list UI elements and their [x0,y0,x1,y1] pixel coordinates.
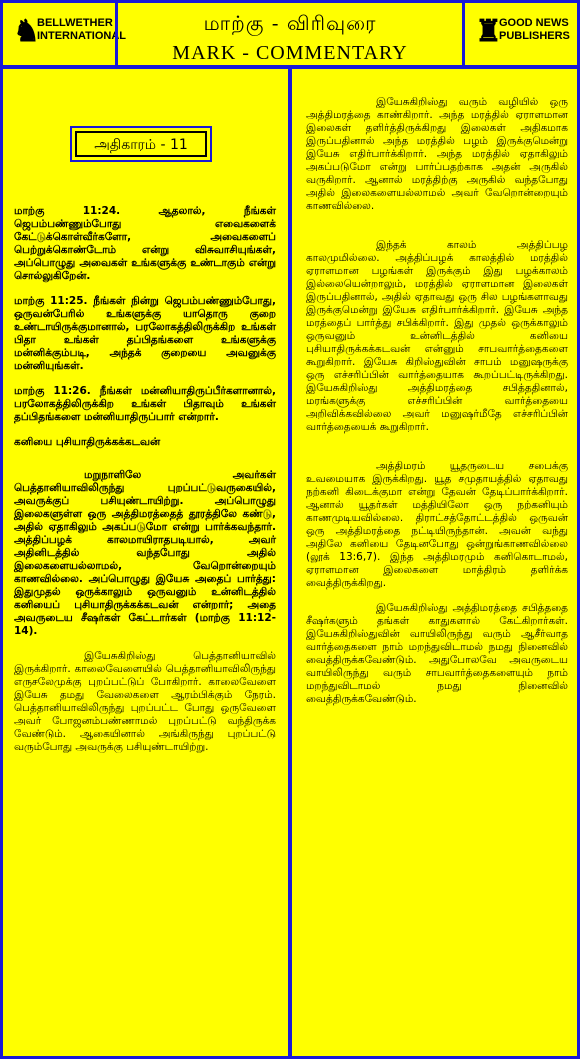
right-column [306,96,568,718]
commentary-paragraph-5: இயேசுகிறிஸ்து அத்திமரத்தை சபித்ததை சீஷர்களும் தங்கள் காதுகளால் கேட்கிறார்கள். இயேசுகிறிஸ்துவின் வாயிலிருந்து வரும் ஆசீர்வாத வார்த்தைகளை நாம் மறந்துவிடாமல் நமது நினைவில் வைத்திருக்கவேண்டும். அதுபோலவே அவருடைய வாயிலிருந்து வரும் சாபவார்த்தைகளையும் நாம் மறந்துவிடாமல் நமது நினைவில் வைத்திருக்கவேண்டும். [306,602,568,705]
bellwether-logo [13,15,127,48]
verse-11-25: மாற்கு 11:25. நீங்கள் நின்று ஜெபம்பண்ணும்போது, ஒருவன்பேரில் உங்களுக்கு யாதொரு குறை உண்டாயிருக்குமானால், பரலோகத்திலிருக்கிற உங்கள் பிதா உங்கள் தப்பிதங்களை உங்களுக்கு மன்னிக்கும்படி, அந்தக் குறையை அவனுக்கு மன்னியுங்கள். [14,295,276,372]
section-heading: கனியை புசியாதிருக்கக்கடவன் [14,436,161,448]
scripture-passage: மறுநாளிலே அவர்கள் பெத்தானியாவிலிருந்து புறப்பட்டுவருகையில், அவருக்குப் பசியுண்டாயிற்று. அப்பொழுது இலைகளுள்ள ஒரு அத்திமரத்தைத் தூரத்திலே கண்டு, அதில் ஏதாகிலும் அகப்படுமோ என்று பார்க்கவந்தார். அத்திப்பழக் காலமாயிராதபடியால், அவர் அதினிடத்தில் வந்தபோது அதில் இலைகளையல்லாமல், வேறொன்றையும் காணவில்லை. அப்பொழுது இயேசு அதைப் பார்த்து: இதுமுதல் ஒருக்காலும் ஒருவனும் உன்னிடத்தில் கனியைப் புசியாதிருக்கக்கடவன் என்றார்; அதை அவருடைய சீஷர்கள் கேட்டார்கள் (மாற்கு 11:12-14). [14,469,276,637]
column-divider [288,66,292,1056]
right-logo-line2: PUBLISHERS [499,30,570,42]
right-logo-line1: GOOD NEWS [499,17,569,29]
verse-11-26: மாற்கு 11:26. நீங்கள் மன்னியாதிருப்பீர்களானால், பரலோகத்திலிருக்கிற உங்கள் பிதாவும் உங்கள் தப்பிதங்களை மன்னியாதிருப்பார் என்றார். [14,385,276,423]
left-logo-line2: INTERNATIONAL [37,30,127,42]
title-box [115,0,465,68]
good-news-logo [475,15,570,48]
verse-11-24: மாற்கு 11:24. ஆதலால், நீங்கள் ஜெபம்பண்ணும்போது எவைகளைக் கேட்டுக்கொள்வீர்களோ, அவைகளைப் பெற்றுக்கொண்டோம் என்று விசுவாசியுங்கள், அப்பொழுது அவைகள் உங்களுக்கு உண்டாகும் என்று சொல்லுகிறேன். [14,205,276,282]
right-logo-box [462,0,580,68]
page-header [0,0,580,68]
title-english: MARK - COMMENTARY [172,42,408,64]
left-logo-line1: BELLWETHER [37,17,113,29]
commentary-paragraph-4: அத்திமரம் யூதருடைய சபைக்கு உவமையாக இருக்கிறது. யூத சமுதாயத்தில் ஏதாவது நற்கனி கிடைக்குமா என்று தேவன் தேடிப்பார்க்கிறார். ஆனால் யூதர்கள் மத்தியிலோ ஒரு நற்கனியும் காணமுடியவில்லை. திராட்சத்தோட்டத்தில் ஒருவன் ஒரு அத்திமரத்தை நட்டியிருந்தான். அவன் வந்து அதிலே கனியை தேடினபோது ஒன்றுங்காணவில்லை (லூக் 13:6,7). இந்த அத்திமரமும் கனிகொடாமல், ஏராளமான இலைகளை மாத்திரம் தளிர்க்க வைத்திருக்கிறது. [306,460,568,589]
commentary-paragraph-2: இயேசுகிறிஸ்து வரும் வழியில் ஒரு அத்திமரத்தை காண்கிறார். அந்த மரத்தில் ஏராளமான இலைகள் தளிர்த்திருக்கிறது இலைகள் அதிகமாக இருப்பதினால் அந்த மரத்தில் பழம் இருக்குமென்று இயேசு எதிர்பார்க்கிறார். அந்த மரத்தில் ஏதாகிலும் அகப்படுமோ என்று பார்ப்பதற்காக அதன் அருகில் வருகிறார். ஆனால் மரத்திற்கு அருகில் வந்தபோது அதில் இலைகளையல்லாமல் அவர் வேறொன்றையும் காணவில்லை. [306,96,568,212]
commentary-paragraph-3: இந்தக் காலம் அத்திப்பழ காலமுமில்லை. அத்திப்பழக் காலத்தில் மரத்தில் ஏராளமான பழங்கள் இருக்கும் இது பழக்காலம் இல்லையென்றாலும், மரத்தில் ஏராளமான இலைகள் இருப்பதினால், அதில் ஏதாவது ஒரு சில பழங்களாவது இருக்குமென்று இயேசு எதிர்பார்க்கிறார். இயேசு அந்த மரத்தைப் பார்த்து சபிக்கிறார். இது முதல் ஒருக்காலும் ஒருவனும் உன்னிடத்தில் கனியை புசியாதிருக்கக்கடவன் என்னும் சாபவார்த்தைகளை கூறுகிறார். இயேசு கிறிஸ்துவின் சாபம் மனுஷருக்கு ஒரு எச்சரிப்பின் வார்த்தையாக கூறப்பட்டிருக்கிறது. இயேசுகிறிஸ்து அத்திமரத்தை சபித்ததினால், மரங்களுக்கு எச்சரிப்பின் வார்த்தையை அறிவிக்கவில்லை அவர் மனுஷர்மீதே எச்சரிப்பின் வார்த்தையைக் கூறுகிறார். [306,239,568,433]
lamp-icon: ♜ [475,15,502,48]
left-logo-box [0,0,127,68]
ram-icon: ♞ [13,15,40,48]
title-tamil: மாற்கு - விரிவுரை [203,11,377,35]
chapter-heading: அதிகாரம் - 11 [70,126,212,162]
left-column [14,205,276,766]
commentary-paragraph-1: இயேசுகிறிஸ்து பெத்தானியாவில் இருக்கிறார். காலைவேளையில் பெத்தானியாவிலிருந்து எருசலேமுக்கு புறப்பட்டுப் போகிறார். காலைவேளை இயேசு தமது வேலைகளை ஆரம்பிக்கும் நேரம். பெத்தானியாவிலிருந்து புறப்பட்ட போது ஒருவேளை அவர் போஜனம்பண்ணாமல் புறப்பட்டு வந்திருக்க வேண்டும். ஆகையினால் அங்கிருந்து புறப்பட்டு வரும்போது அவருக்கு பசியுண்டாயிற்று. [14,650,276,753]
